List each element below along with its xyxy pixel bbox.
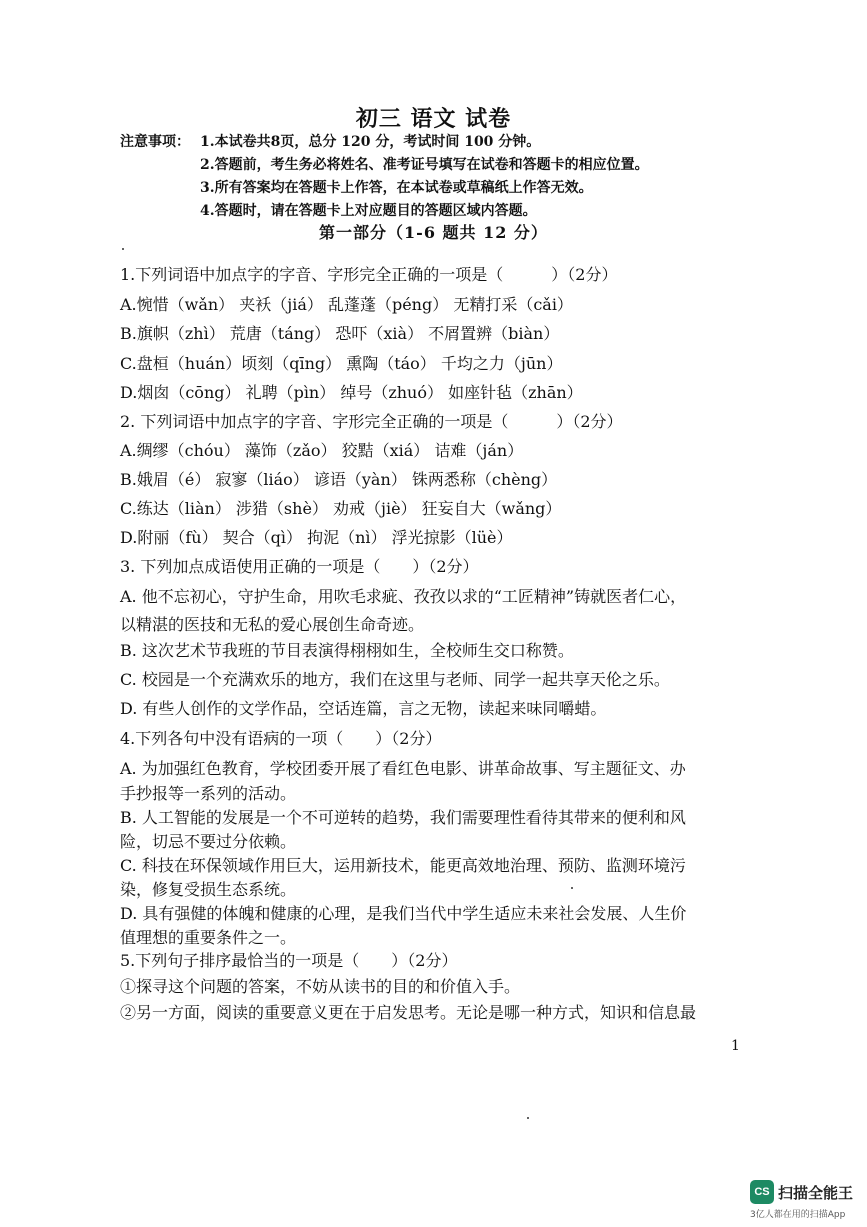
- sentence-item: ②另一方面，阅读的重要意义更在于启发思考。无论是哪一种方式，知识和信息最: [120, 1003, 697, 1022]
- answer-option: B.旗帜（zhì） 荒唐（táng） 恐吓（xià） 不屑置辨（biàn）: [120, 324, 560, 343]
- question-stem: 3. 下列加点成语使用正确的一项是（ ）（2分）: [120, 557, 479, 576]
- answer-option: A. 他不忘初心，守护生命，用吹毛求疵、孜孜以求的“工匠精神”铸就医者仁心，: [120, 587, 687, 606]
- page-number: 1: [731, 1038, 740, 1054]
- answer-option: C. 科技在环保领域作用巨大，运用新技术，能更高效地治理、预防、监测环境污: [120, 856, 686, 875]
- answer-option: B.娥眉（é） 寂寥（liáo） 谚语（yàn） 铢两悉称（chèng）: [120, 470, 558, 489]
- answer-option: B. 人工智能的发展是一个不可逆转的趋势，我们需要理性看待其带来的便利和风: [120, 808, 686, 827]
- question-stem: 2. 下列词语中加点字的字音、字形完全正确的一项是（ ）（2分）: [120, 412, 623, 431]
- exam-title: 初三 语文 试卷: [355, 106, 512, 132]
- watermark-name: 扫描全能王: [778, 1184, 854, 1202]
- answer-option: D.烟囱（cōng） 礼聘（pìn） 绰号（zhuó） 如座针毡（zhān）: [120, 383, 583, 402]
- answer-option: B. 这次艺术节我班的节目表演得栩栩如生，全校师生交口称赞。: [120, 641, 574, 660]
- answer-option-continued: 手抄报等一系列的活动。: [120, 784, 297, 803]
- answer-option: D. 有些人创作的文学作品，空话连篇，言之无物，读起来味同嚼蜡。: [120, 699, 607, 718]
- question-stem: 4.下列各句中没有语病的一项（ ）（2分）: [120, 729, 442, 748]
- notice-item: 2.答题前，考生务必将姓名、准考证号填写在试卷和答题卡的相应位置。: [200, 157, 649, 173]
- answer-option: D. 具有强健的体魄和健康的心理，是我们当代中学生适应未来社会发展、人生价: [120, 904, 687, 923]
- answer-option-continued: 值理想的重要条件之一。: [120, 928, 297, 947]
- answer-option: A.绸缪（chóu） 藻饰（zǎo） 狡黠（xiá） 诘难（ján）: [120, 441, 524, 460]
- section-title: 第一部分（1-6 题共 12 分）: [319, 223, 548, 242]
- answer-option: A. 为加强红色教育，学校团委开展了看红色电影、讲革命故事、写主题征文、办: [120, 759, 686, 778]
- notice-label: 注意事项：: [120, 134, 190, 150]
- answer-option-continued: 险，切忌不要过分依赖。: [120, 832, 297, 851]
- camscanner-logo-icon: CS: [750, 1180, 774, 1204]
- scanner-watermark: [750, 1180, 862, 1220]
- notice-item: 3.所有答案均在答题卡上作答，在本试卷或草稿纸上作答无效。: [200, 180, 593, 196]
- scan-speck: [527, 1117, 529, 1119]
- answer-option: C. 校园是一个充满欢乐的地方，我们在这里与老师、同学一起共享天伦之乐。: [120, 670, 670, 689]
- question-stem: 5.下列句子排序最恰当的一项是（ ）（2分）: [120, 951, 458, 970]
- answer-option: D.附丽（fù） 契合（qì） 拘泥（nì） 浮光掠影（lüè）: [120, 528, 513, 547]
- answer-option-continued: 染，修复受损生态系统。: [120, 880, 297, 899]
- answer-option-continued: 以精湛的医技和无私的爱心展创生命奇迹。: [120, 615, 425, 634]
- watermark-slogan: 3亿人都在用的扫描App: [750, 1210, 846, 1220]
- scan-speck: [571, 887, 573, 889]
- answer-option: A.惋惜（wǎn） 夹袄（jiá） 乱蓬蓬（péng） 无精打采（cǎi）: [120, 295, 573, 314]
- notice-item: 4.答题时，请在答题卡上对应题目的答题区域内答题。: [200, 203, 537, 219]
- notice-item: 1.本试卷共8页，总分 120 分，考试时间 100 分钟。: [200, 134, 541, 150]
- question-stem: 1.下列词语中加点字的字音、字形完全正确的一项是（ ）（2分）: [120, 265, 618, 284]
- scan-speck: [122, 248, 124, 250]
- sentence-item: ①探寻这个问题的答案，不妨从读书的目的和价值入手。: [120, 977, 521, 996]
- answer-option: C.盘桓（huán）顷刻（qīng） 熏陶（táo） 千均之力（jūn）: [120, 354, 563, 373]
- answer-option: C.练达（liàn） 涉猎（shè） 劝戒（jiè） 狂妄自大（wǎng）: [120, 499, 562, 518]
